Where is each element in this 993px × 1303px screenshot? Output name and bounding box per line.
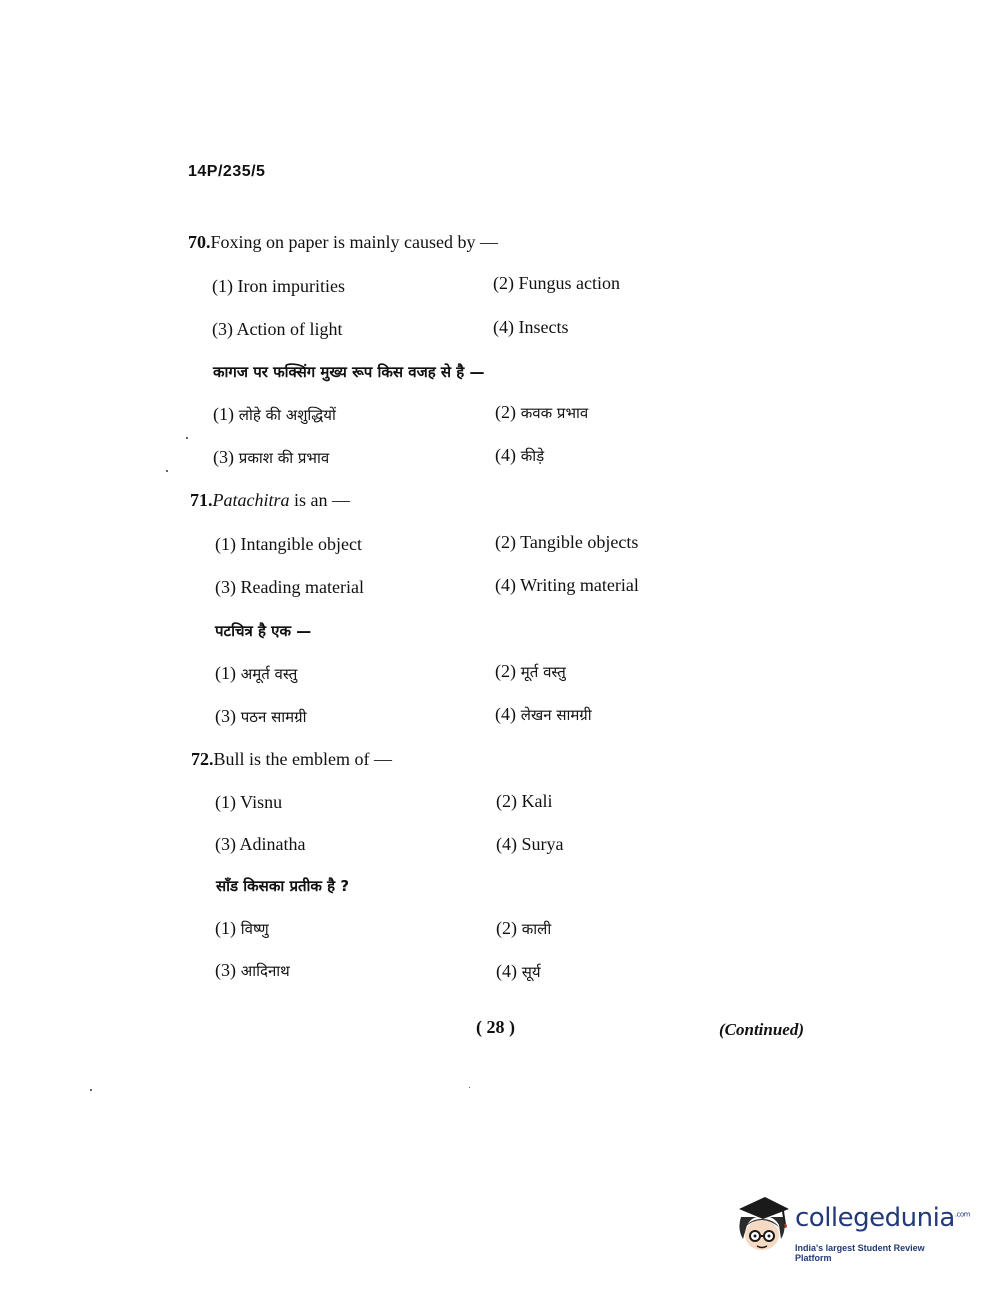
hindi-option-1: (1) अमूर्त वस्तु [215,663,298,683]
question-70-stem [188,232,498,253]
question-italic-term: Patachitra [212,490,290,510]
hindi-option-2: (2) मूर्त वस्तु [495,661,566,681]
collegedunia-logo [733,1195,970,1270]
question-text: is an — [289,490,350,510]
question-text: Bull is the emblem of — [213,749,392,769]
hindi-option-2: (2) काली [496,918,552,938]
question-text: Foxing on paper is mainly caused by — [210,232,498,252]
question-number: 70. [188,232,211,252]
brand-tagline: India's largest Student Review Platform [795,1243,925,1263]
question-number: 72. [191,749,214,769]
question-number: 71. [190,490,213,510]
scan-speck [469,1087,470,1088]
option-1: (1) Visnu [215,792,283,812]
option-4: (4) Writing material [495,575,639,595]
hindi-option-4: (4) लेखन सामग्री [495,704,592,724]
page-number: ( 28 ) [476,1017,515,1037]
option-4: (4) Surya [496,834,564,854]
option-2: (2) Kali [496,791,553,811]
option-3: (3) Reading material [215,577,364,597]
hindi-question-71-stem: पटचित्र है एक — [215,622,312,640]
continued-label: (Continued) [719,1020,805,1039]
question-71-stem [190,490,350,511]
option-4: (4) Insects [493,317,569,337]
brand-name: collegedunia$^{.com}$ [795,1203,970,1233]
hindi-option-4: (4) सूर्य [496,961,541,981]
option-1: (1) Iron impurities [212,276,345,296]
option-1: (1) Intangible object [215,534,362,554]
option-2: (2) Fungus action [493,273,620,293]
hindi-option-2: (2) कवक प्रभाव [495,402,589,422]
paper-code: 14P/235/5 [188,163,266,180]
scan-speck [90,1089,92,1091]
scan-speck [166,470,168,472]
hindi-option-1: (1) विष्णु [215,918,269,938]
hindi-option-3: (3) प्रकाश की प्रभाव [213,447,330,467]
hindi-option-4: (4) कीड़े [495,445,545,465]
option-2: (2) Tangible objects [495,532,639,552]
mascot-icon [733,1195,793,1257]
hindi-question-70-stem: कागज पर फक्सिंग मुख्य रूप किस वजह से है — [213,363,485,381]
question-72-stem [191,749,392,770]
scan-speck [186,437,188,439]
option-3: (3) Action of light [212,319,343,339]
hindi-option-3: (3) आदिनाथ [215,960,290,980]
hindi-question-72-stem: सॉंड किसका प्रतीक है ? [216,877,350,895]
hindi-option-3: (3) पठन सामग्री [215,706,307,726]
option-3: (3) Adinatha [215,834,306,854]
hindi-option-1: (1) लोहे की अशुद्धियों [213,404,336,424]
